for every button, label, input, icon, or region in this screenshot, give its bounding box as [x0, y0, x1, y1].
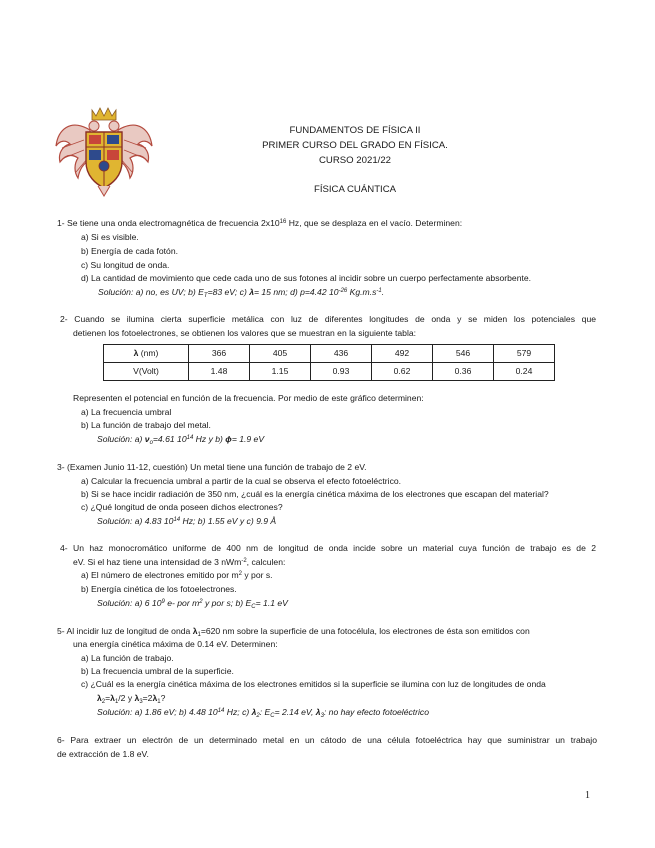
- eagle-right-wing: [118, 125, 152, 178]
- problem-2-stem-line-1: 2- Cuando se ilumina cierta superficie metálica con luz de diferentes longitudes de onda y se miden los potenciales que: [60, 314, 596, 324]
- table-cell: 579: [494, 345, 555, 363]
- problem-3-item-a: a) Calcular la frecuencia umbral a partir de la cual se observa el efecto fotoeléctrico.: [81, 476, 402, 486]
- problem-4-item-a: a) El número de electrones emitido por $m^2$ y por s.: [81, 570, 273, 580]
- university-crest-logo: [50, 100, 158, 198]
- table-row-wavelength: [104, 345, 555, 363]
- problem-5-solution: Solución: a) 1.86 eV; b) 4.48 $10^{14}$ Hz; c) $\lambda_2$: $E_C= 2.14$ eV, $\lambda_3$: no hay efecto fotoeléctrico: [97, 707, 430, 719]
- header-subject: FÍSICA CUÁNTICA: [313, 184, 397, 195]
- table-cell: 366: [189, 345, 250, 363]
- problem-3-item-c: c) ¿Qué longitud de onda poseen dichos electrones?: [81, 502, 283, 512]
- problem-3-stem: 3- (Examen Junio 11-12, cuestión) Un metal tiene una función de trabajo de 2 eV.: [57, 462, 367, 472]
- problem-2-item-a: a) La frecuencia umbral: [81, 407, 172, 417]
- problem-2-stem-line-2: detienen los fotoelectrones, se obtienen los valores que se muestran en la siguiente tabla:: [73, 328, 417, 338]
- table-row-voltage: [104, 363, 555, 381]
- table-cell: 405: [250, 345, 311, 363]
- problem-4-stem-line-2: eV. Si el haz tiene una intensidad de 3 nWm$^{-2}$, calculen:: [73, 557, 286, 567]
- table-cell: 492: [372, 345, 433, 363]
- header-title: FUNDAMENTOS DE FÍSICA II: [289, 125, 421, 136]
- problem-2-instruction: Representen el potencial en función de la frecuencia. Por medio de este gráfico determinen:: [73, 393, 424, 403]
- table-cell: 1.48: [189, 363, 250, 381]
- table-cell: 546: [433, 345, 494, 363]
- problem-1-solution: Solución: a) no, es UV; b) $E_T=83$ eV; c) λ= 15 nm; d) p=4.42 $10^{-26}$ $Kg.m.s^{-1}$.: [98, 287, 385, 299]
- problem-2-item-b: b) La función de trabajo del metal.: [81, 420, 211, 430]
- problem-2-solution: Solución: a) $\nu_o=4.61$ $10^{14}$ Hz y b) ϕ= 1.9 eV: [97, 434, 265, 446]
- page-number: 1: [585, 790, 590, 801]
- problem-1-item-b: b) Energía de cada fotón.: [81, 246, 178, 256]
- header-year: CURSO 2021/22: [319, 155, 391, 166]
- crown: [92, 108, 116, 120]
- table-cell: 436: [311, 345, 372, 363]
- problem-5-stem-line-1: 5- Al incidir luz de longitud de onda $\lambda_1=620$ nm sobre la superficie de una fotocélula, los electrones de ésta son emitidos con: [57, 626, 530, 638]
- table-cell: 0.24: [494, 363, 555, 381]
- problem-1-item-c: c) Su longitud de onda.: [81, 260, 170, 270]
- problem-1-item-a: a) Si es visible.: [81, 232, 139, 242]
- problem-3-item-b: b) Si se hace incidir radiación de 350 nm, ¿cuál es la energía cinética máxima de los electrones que escapan del material?: [81, 489, 549, 499]
- wavelength-voltage-table: [103, 344, 555, 381]
- table-cell: 0.36: [433, 363, 494, 381]
- table-header-wavelength: λ (nm): [104, 345, 189, 363]
- problem-4-stem-line-1: 4- Un haz monocromático uniforme de 400 nm de longitud de onda incide sobre un material cuya función de trabajo es de 2: [60, 543, 596, 553]
- table-cell: 1.15: [250, 363, 311, 381]
- problem-5-stem-line-2: una energía cinética máxima de 0.14 eV. Determinen:: [73, 639, 278, 649]
- problem-1-stem: 1- Se tiene una onda electromagnética de frecuencia $2x10^{16}$ Hz, que se desplaza en el vacío. Determinen:: [57, 218, 463, 228]
- problem-5-item-a: a) La función de trabajo.: [81, 653, 174, 663]
- problem-4-item-b: b) Energía cinética de los fotoelectrones.: [81, 584, 237, 594]
- problem-5-item-c: c) ¿Cuál es la energía cinética máxima de los electrones emitidos si la superficie se ilumina con luz de longitudes de onda: [81, 679, 546, 689]
- table-header-voltage: V(Volt): [104, 363, 189, 381]
- header-course: PRIMER CURSO DEL GRADO EN FÍSICA.: [262, 140, 448, 151]
- table-cell: 0.62: [372, 363, 433, 381]
- problem-6-stem-line-2: de extracción de 1.8 eV.: [57, 749, 149, 759]
- problem-4-solution: Solución: a) 6 $10^9$ e- por $m^2$ y por s; b) $E_C= 1.1$ eV: [97, 598, 288, 610]
- problem-5-item-b: b) La frecuencia umbral de la superficie.: [81, 666, 234, 676]
- eagle-left-wing: [56, 125, 90, 178]
- document-header: [200, 123, 510, 197]
- problem-3-solution: Solución: a) 4.83 $10^{14}$ Hz; b) 1.55 eV y c) 9.9 Å: [97, 516, 277, 526]
- table-cell: 0.93: [311, 363, 372, 381]
- problem-1-item-d: d) La cantidad de movimiento que cede cada uno de sus fotones al incidir sobre un cuerpo perfectamente absorbente.: [81, 273, 532, 283]
- problem-5-item-c-line-2: $\lambda_2=\lambda_1/2$ y $\lambda_3=2\lambda_1$?: [97, 693, 166, 705]
- problem-6-stem-line-1: 6- Para extraer un electrón de un determinado metal en un cátodo de una célula fotoeléctrica hay que suministrar un trabajo: [57, 735, 597, 745]
